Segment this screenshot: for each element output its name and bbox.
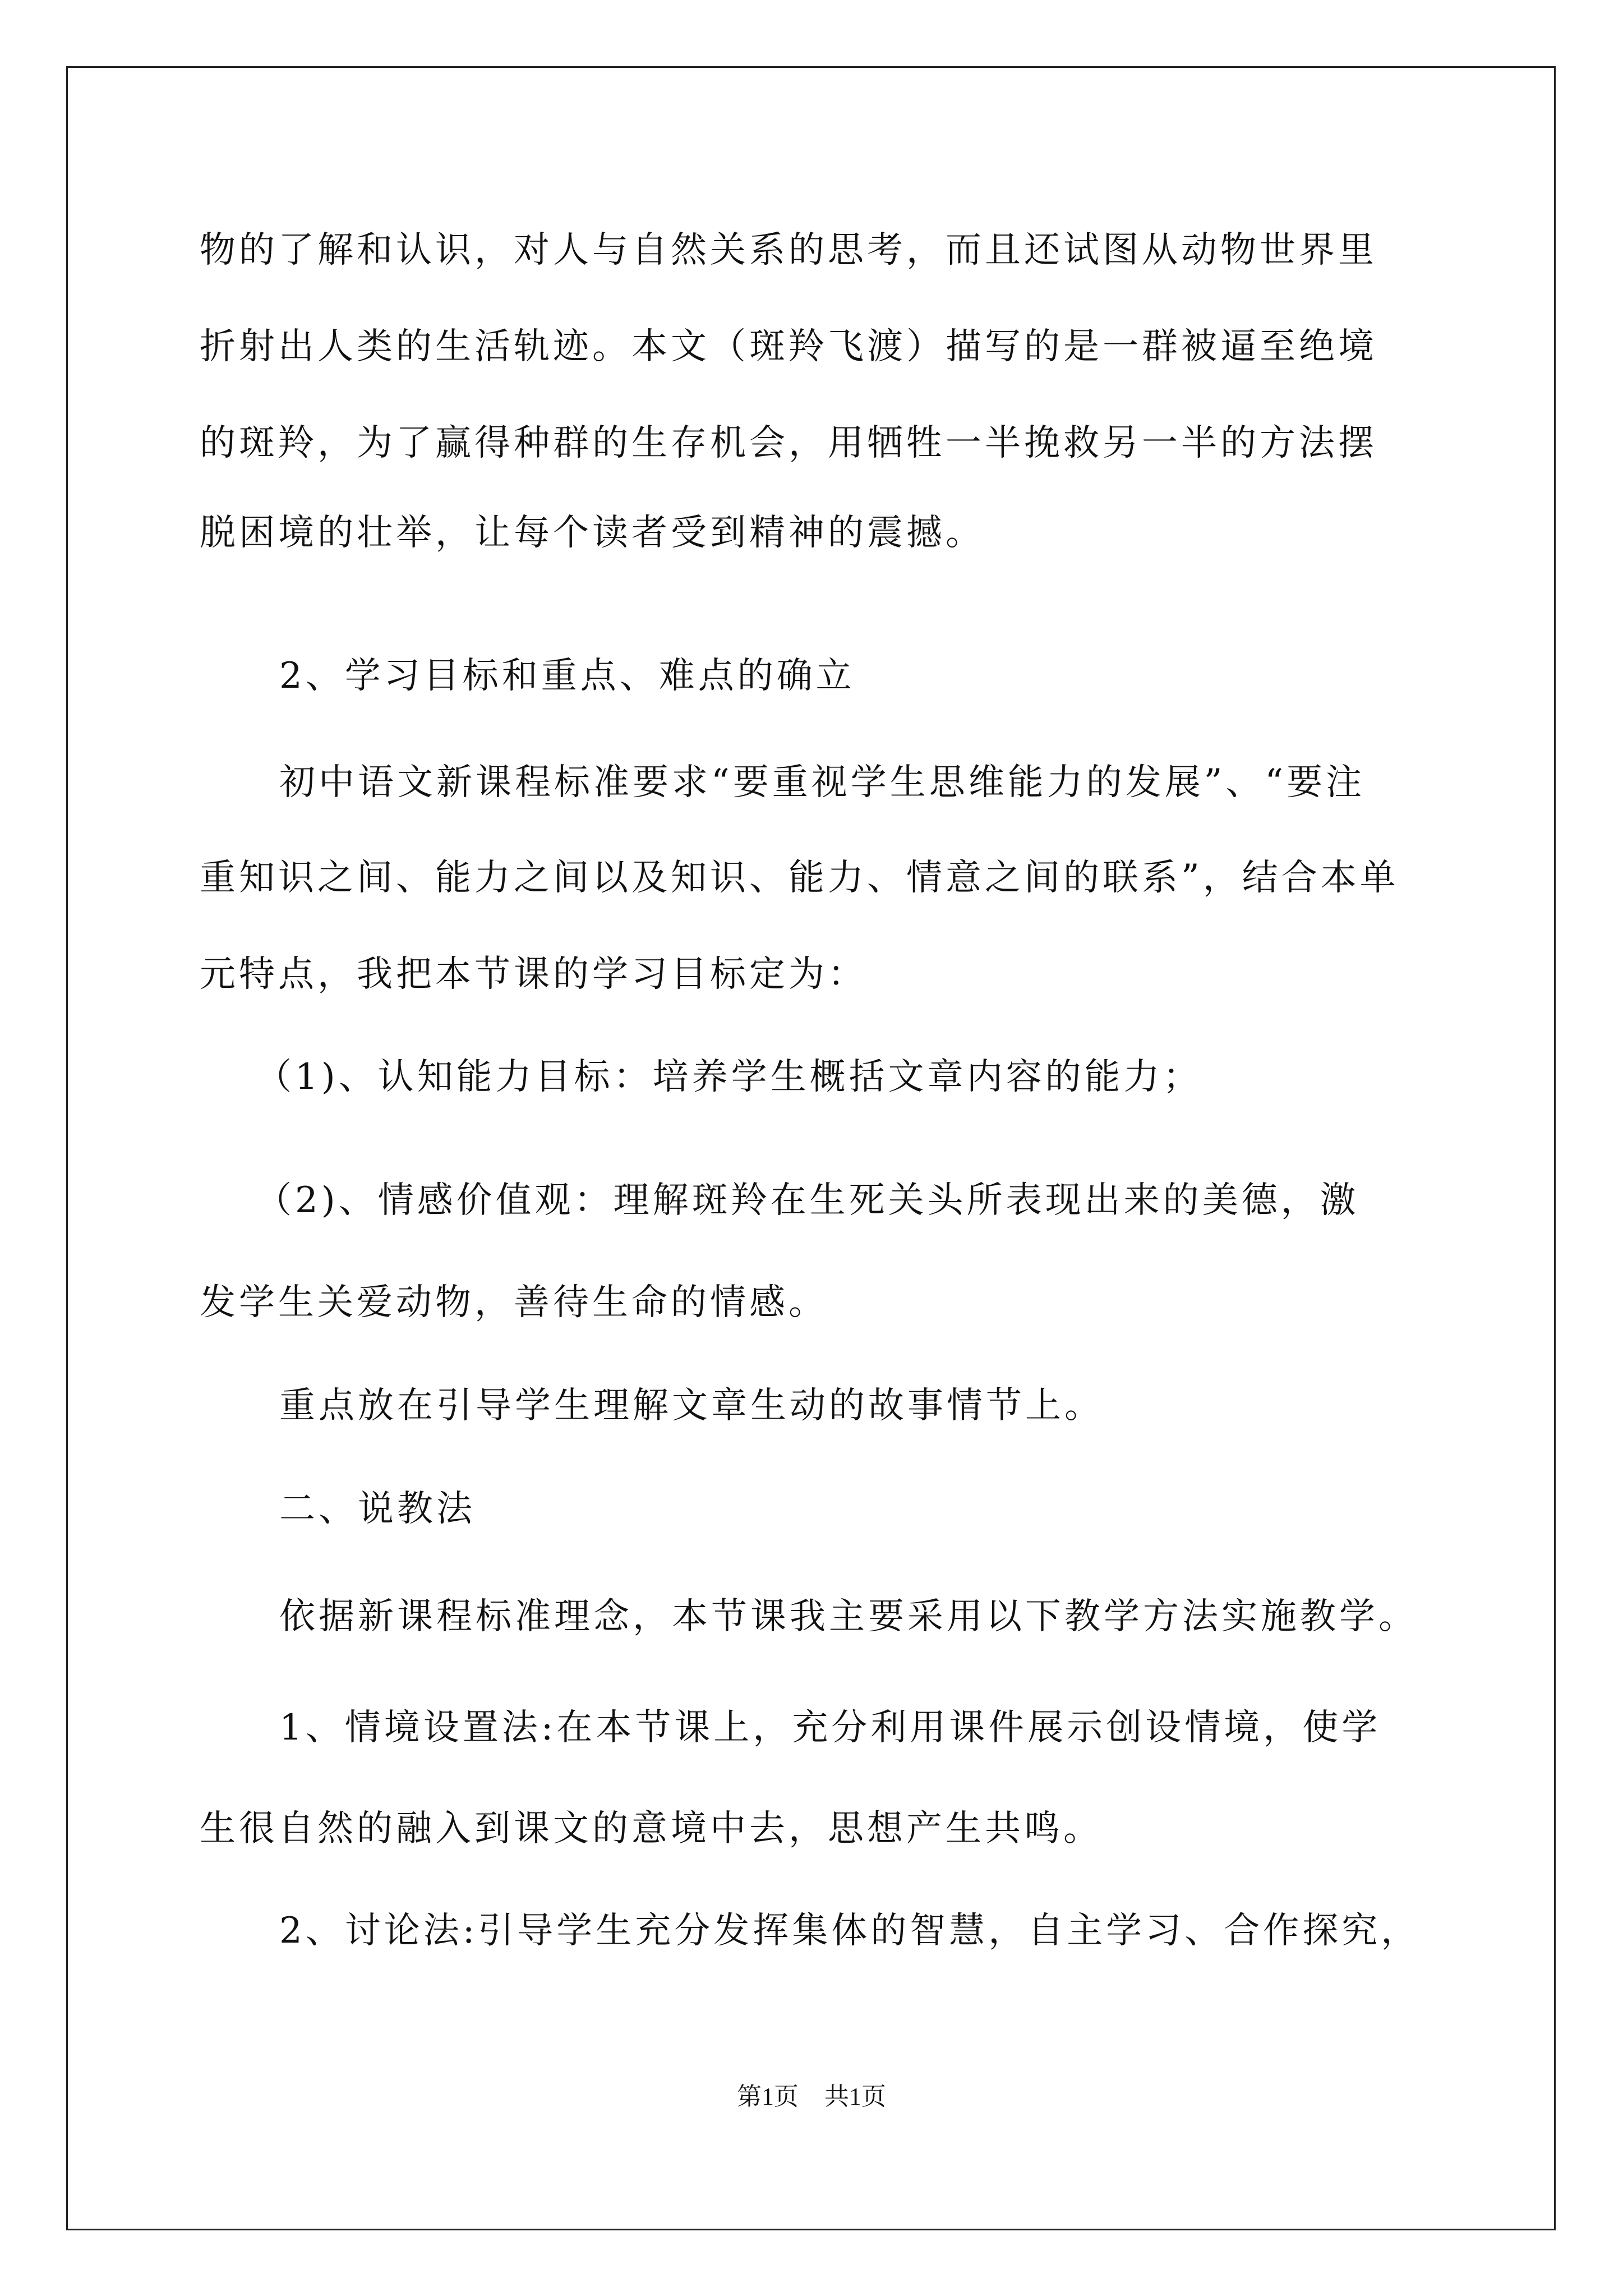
text-line: 的斑羚，为了赢得种群的生存机会，用牺牲一半挽救另一半的方法摆 <box>200 422 1377 464</box>
page-footer <box>0 2080 1623 2114</box>
page-border <box>66 66 1556 2230</box>
text-line: 物的了解和认识，对人与自然关系的思考，而且还试图从动物世界里 <box>200 229 1377 271</box>
text-line: 脱困境的壮举，让每个读者受到精神的震撼。 <box>200 512 985 554</box>
text-line: 2、讨论法:引导学生充分发挥集体的智慧，自主学习、合作探究， <box>279 1910 1421 1952</box>
list-item-goal-2: （2)、情感价值观：理解斑羚在生死关头所表现出来的美德，激 <box>256 1180 1359 1221</box>
text-line: 1、情境设置法:在本节课上，充分利用课件展示创设情境，使学 <box>279 1707 1381 1749</box>
list-item-goal-1: （1)、认知能力目标：培养学生概括文章内容的能力； <box>256 1056 1202 1098</box>
section-heading: 2、学习目标和重点、难点的确立 <box>279 655 855 697</box>
text-line: 依据新课程标准理念，本节课我主要采用以下教学方法实施教学。 <box>279 1596 1418 1637</box>
text-line: 发学生关爱动物，善待生命的情感。 <box>200 1282 828 1323</box>
text-line: 折射出人类的生活轨迹。本文（斑羚飞渡）描写的是一群被逼至绝境 <box>200 326 1377 367</box>
text-line: 元特点，我把本节课的学习目标定为： <box>200 954 867 995</box>
page-total: 共1页 <box>824 2083 886 2110</box>
text-line: 重点放在引导学生理解文章生动的故事情节上。 <box>279 1385 1104 1427</box>
text-line: 初中语文新课程标准要求“要重视学生思维能力的发展”、“要注 <box>279 762 1366 803</box>
section-heading: 二、说教法 <box>279 1488 476 1530</box>
text-line: 重知识之间、能力之间以及知识、能力、情意之间的联系”，结合本单 <box>200 857 1399 899</box>
text-line: 生很自然的融入到课文的意境中去，思想产生共鸣。 <box>200 1808 1103 1849</box>
page-number: 第1页 <box>737 2083 799 2110</box>
